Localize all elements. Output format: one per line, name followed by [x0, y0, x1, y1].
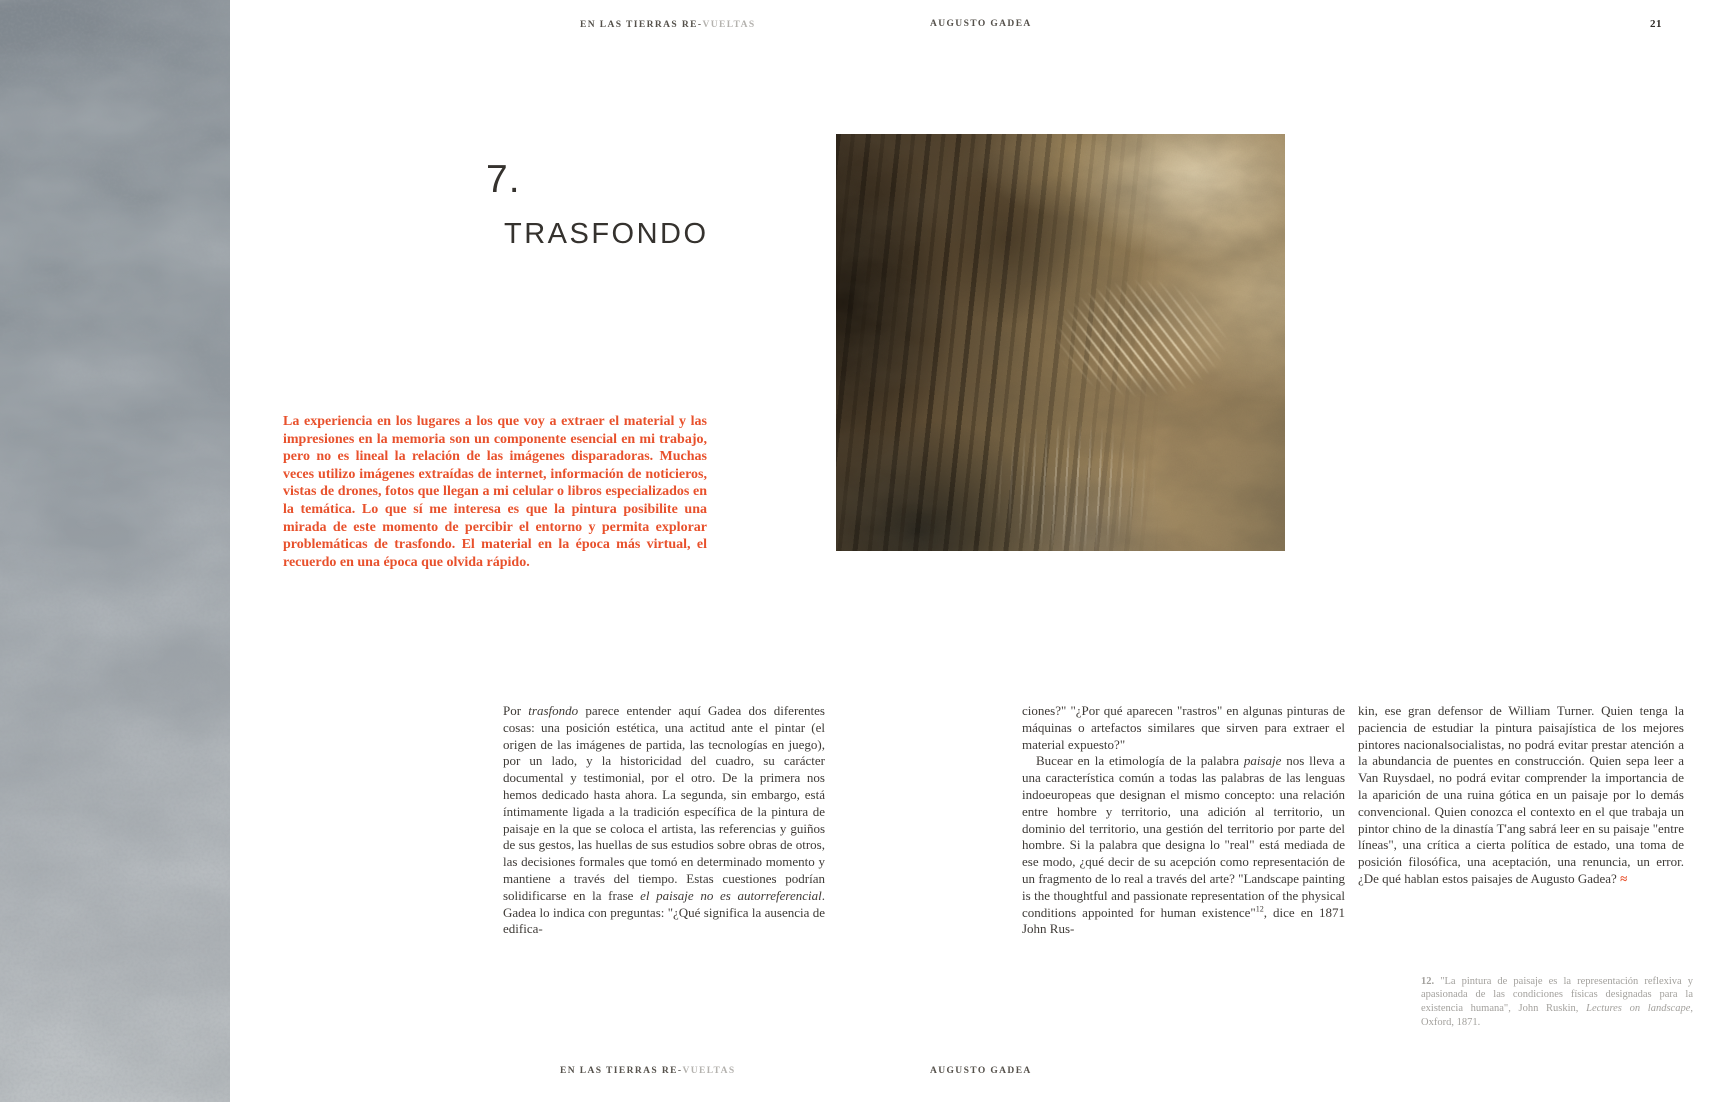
paragraph: Bucear en la etimología de la palabra paisaje nos lleva a una característica común a todas las palabras de las lenguas indoeuropeas que designan el mismo concepto: una relación entre hombre y territorio, una adición al territorio, un dominio del territorio, una gestión del territorio por parte del hombre. Si la palabra que designa lo "real" está mediada de ese modo, ¿qué decir de su acepción como representación de un fragmento de lo real a través del arte? "Landscape painting is the thoughtful and passionate representation of the physical conditions appointed for human existence"$^{12}$, dice en 1871 John Rus- [1022, 753, 1345, 937]
texture-overlay [0, 0, 230, 1102]
running-foot-author: AUGUSTO GADEA [930, 1066, 1032, 1076]
running-foot-strong: EN LAS TIERRAS RE- [560, 1066, 683, 1076]
paragraph: ciones?" "¿Por qué aparecen "rastros" en algunas pinturas de máquinas o artefactos similares que sirven para extraer el material expuesto?" [1022, 703, 1345, 752]
page-edge-artwork [0, 0, 230, 1102]
paragraph: Por trasfondo parece entender aquí Gadea dos diferentes cosas: una posición estética, una actitud ante el pintar (el origen de las imágenes de partida, las tecnologías en juego), por un lado, y la historicidad del cuadro, su carácter documental y testimonial, por el otro. De la primera nos hemos dedicado hasta ahora. La segunda, sin embargo, está íntimamente ligada a la tradición específica de la pintura de paisaje en la que se coloca el artista, las referencias y guiños de sus gestos, las huellas de sus estudios sobre obras de otros, las decisiones formales que tomó en determinado momento y mantiene a través del tiempo. Estas cuestiones podrían solidificarse en la frase el paisaje no es autorreferencial. Gadea lo indica con preguntas: "¿Qué significa la ausencia de edifica- [503, 703, 825, 937]
chapter-number: 7. [486, 158, 521, 201]
footnote-12: 12. "La pintura de paisaje es la representación reflexiva y apasionada de las condiciones físicas designadas para la existencia humana", John Ruskin, Lectures on landscape, Oxford, 1871. [1421, 975, 1693, 1028]
running-head-book-title [580, 20, 756, 30]
body-column-3 [1358, 703, 1684, 888]
page-number: 21 [1650, 18, 1662, 30]
running-head-author: AUGUSTO GADEA [930, 19, 1032, 29]
body-column-2 [1022, 703, 1345, 938]
running-head-strong: EN LAS TIERRAS RE- [580, 20, 703, 30]
running-head-light: VUELTAS [702, 20, 756, 30]
chapter-title: TRASFONDO [504, 218, 709, 250]
body-column-1 [503, 703, 825, 938]
paragraph: kin, ese gran defensor de William Turner. Quien tenga la paciencia de estudiar la pintura paisajística de los mejores pintores nacionalsocialistas, no podrá evitar prestar atención a la abundancia de puentes en construcción. Quien sepa leer a Van Ruysdael, no podrá evitar comprender la importancia de la aparición de una ruina gótica en un paisaje por lo demás convencional. Quien conozca el contexto en el que trabaja un pintor chino de la dinastía T'ang sabrá leer en su paisaje "entre líneas", una crítica a cierta política de estado, una toma de posición filosófica, una aceptación, una renuncia, un error. ¿De qué hablan estos paisajes de Augusto Gadea? ≈ [1358, 703, 1684, 886]
artwork-image [836, 134, 1285, 551]
artwork-grain-overlay [836, 134, 1285, 551]
artist-statement: La experiencia en los lugares a los que voy a extraer el material y las impresiones en la memoria son un componente esencial en mi trabajo, pero no es lineal la relación de las imágenes disparadoras. Muchas veces utilizo imágenes extraídas de internet, información de noticieros, vistas de drones, fotos que llegan a mi celular o libros especializados en la temática. Lo que sí me interesa es que la pintura posibilite una mirada de este momento de percibir el entorno y permita explorar problemáticas de trasfondo. El material en la época más virtual, el recuerdo en una época que olvida rápido. [283, 414, 707, 570]
running-foot-light: VUELTAS [682, 1066, 736, 1076]
running-foot-book-title [560, 1066, 736, 1076]
